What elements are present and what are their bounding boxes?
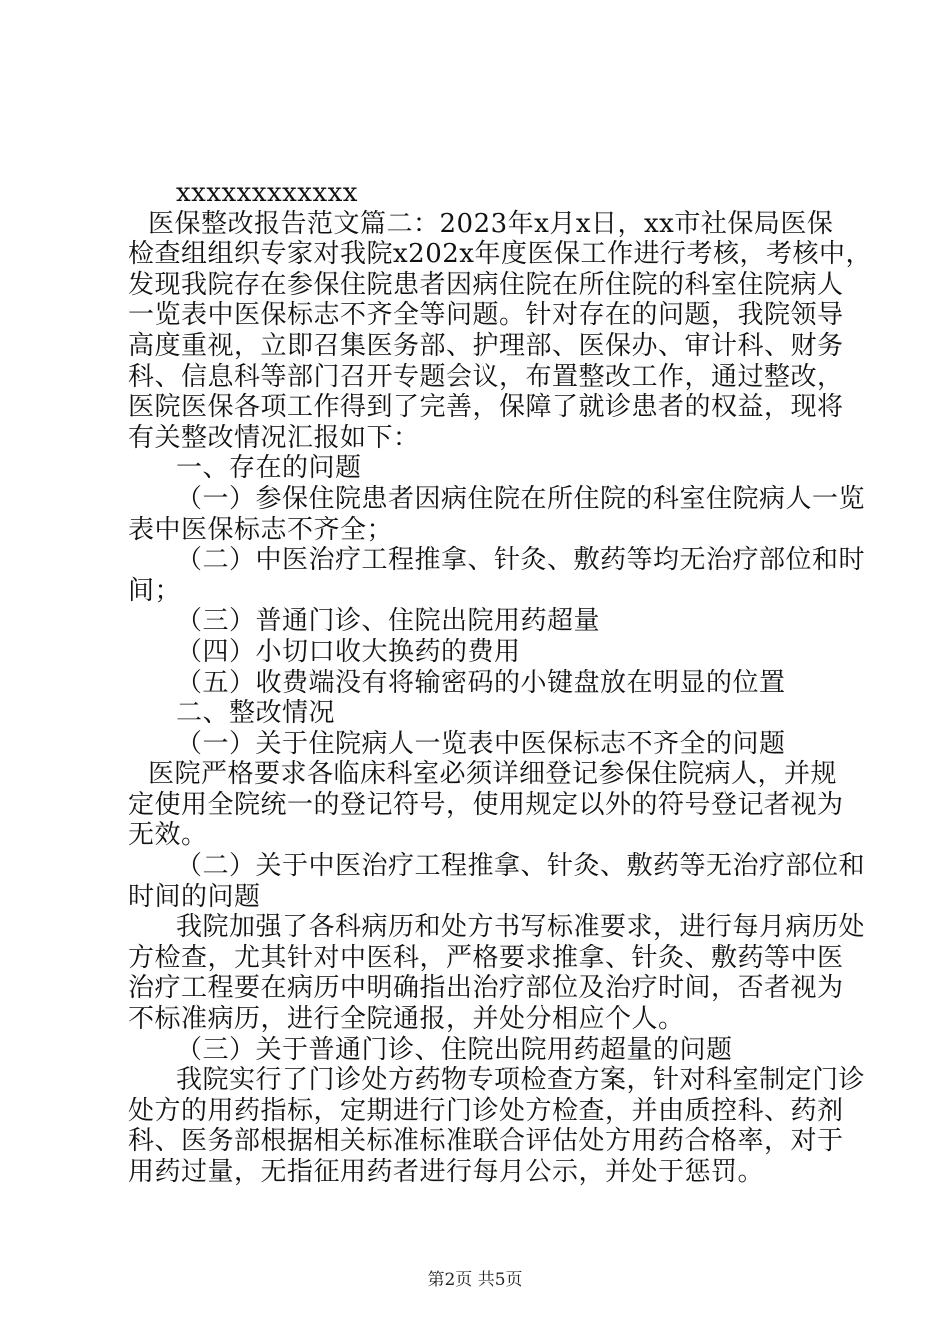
text-line: 一览表中医保标志不齐全等问题。针对存在的问题，我院领导 [128,300,844,331]
text-line: 无效。 [128,820,208,851]
list-item: （三）普通门诊、住院出院用药超量 [176,606,601,637]
text-line: 时间的问题 [128,881,261,912]
list-item: （一）参保住院患者因病住院在所住院的科室住院病人一览 [176,483,866,514]
list-item: （四）小切口收大换药的费用 [176,636,521,667]
subsection-heading: （一）关于住院病人一览表中医保标志不齐全的问题 [176,728,786,759]
text-line: 医院严格要求各临床科室必须详细登记参保住院病人，并规 [148,759,838,790]
text-line: 不标准病历，进行全院通报，并处分相应个人。 [128,1004,685,1035]
text-line: 有关整改情况汇报如下： [128,422,420,453]
text-line: 医保整改报告范文篇二：2023年x月x日，xx市社保局医保 [148,208,834,239]
text-line: 间； [128,575,182,606]
text-line: 科、信息科等部门召开专题会议，布置整改工作，通过整改， [128,361,844,392]
text-line: 方检查，尤其针对中医科，严格要求推拿、针灸、敷药等中医 [128,942,844,973]
text-line: 表中医保标志不齐全； [128,514,394,545]
list-item: （二）中医治疗工程推拿、针灸、敷药等均无治疗部位和时 [176,545,866,576]
text-line: 处方的用药指标，定期进行门诊处方检查，并由质控科、药剂 [128,1095,844,1126]
text-line: 发现我院存在参保住院患者因病住院在所住院的科室住院病人 [128,269,844,300]
text-line: 定使用全院统一的登记符号，使用规定以外的符号登记者视为 [128,789,844,820]
page-number-footer: 第2页 共5页 [427,1270,523,1290]
section-heading: 二、整改情况 [176,698,336,729]
text-line: 高度重视，立即召集医务部、护理部、医保办、审计科、财务 [128,330,844,361]
list-item: （五）收费端没有将输密码的小键盘放在明显的位置 [176,667,786,698]
text-line: 科、医务部根据相关标准标准联合评估处方用药合格率，对于 [128,1126,844,1157]
subsection-heading: （二）关于中医治疗工程推拿、针灸、敷药等无治疗部位和 [176,851,866,882]
subsection-heading: （三）关于普通门诊、住院出院用药超量的问题 [176,1034,733,1065]
text-line: 检查组组织专家对我院x202x年度医保工作进行考核，考核中， [128,239,872,270]
text-line: 用药过量，无指征用药者进行每月公示，并处于惩罚。 [128,1157,765,1187]
text-line: 医院医保各项工作得到了完善，保障了就诊患者的权益，现将 [128,392,844,423]
text-line: 我院实行了门诊处方药物专项检查方案，针对科室制定门诊 [176,1065,866,1096]
section-heading: 一、存在的问题 [176,453,362,484]
document-body [128,178,872,1188]
text-line: xxxxxxxxxxxx [176,178,358,208]
text-line: 治疗工程要在病历中明确指出治疗部位及治疗时间，否者视为 [128,973,844,1004]
text-line: 我院加强了各科病历和处方书写标准要求，进行每月病历处 [176,912,866,943]
